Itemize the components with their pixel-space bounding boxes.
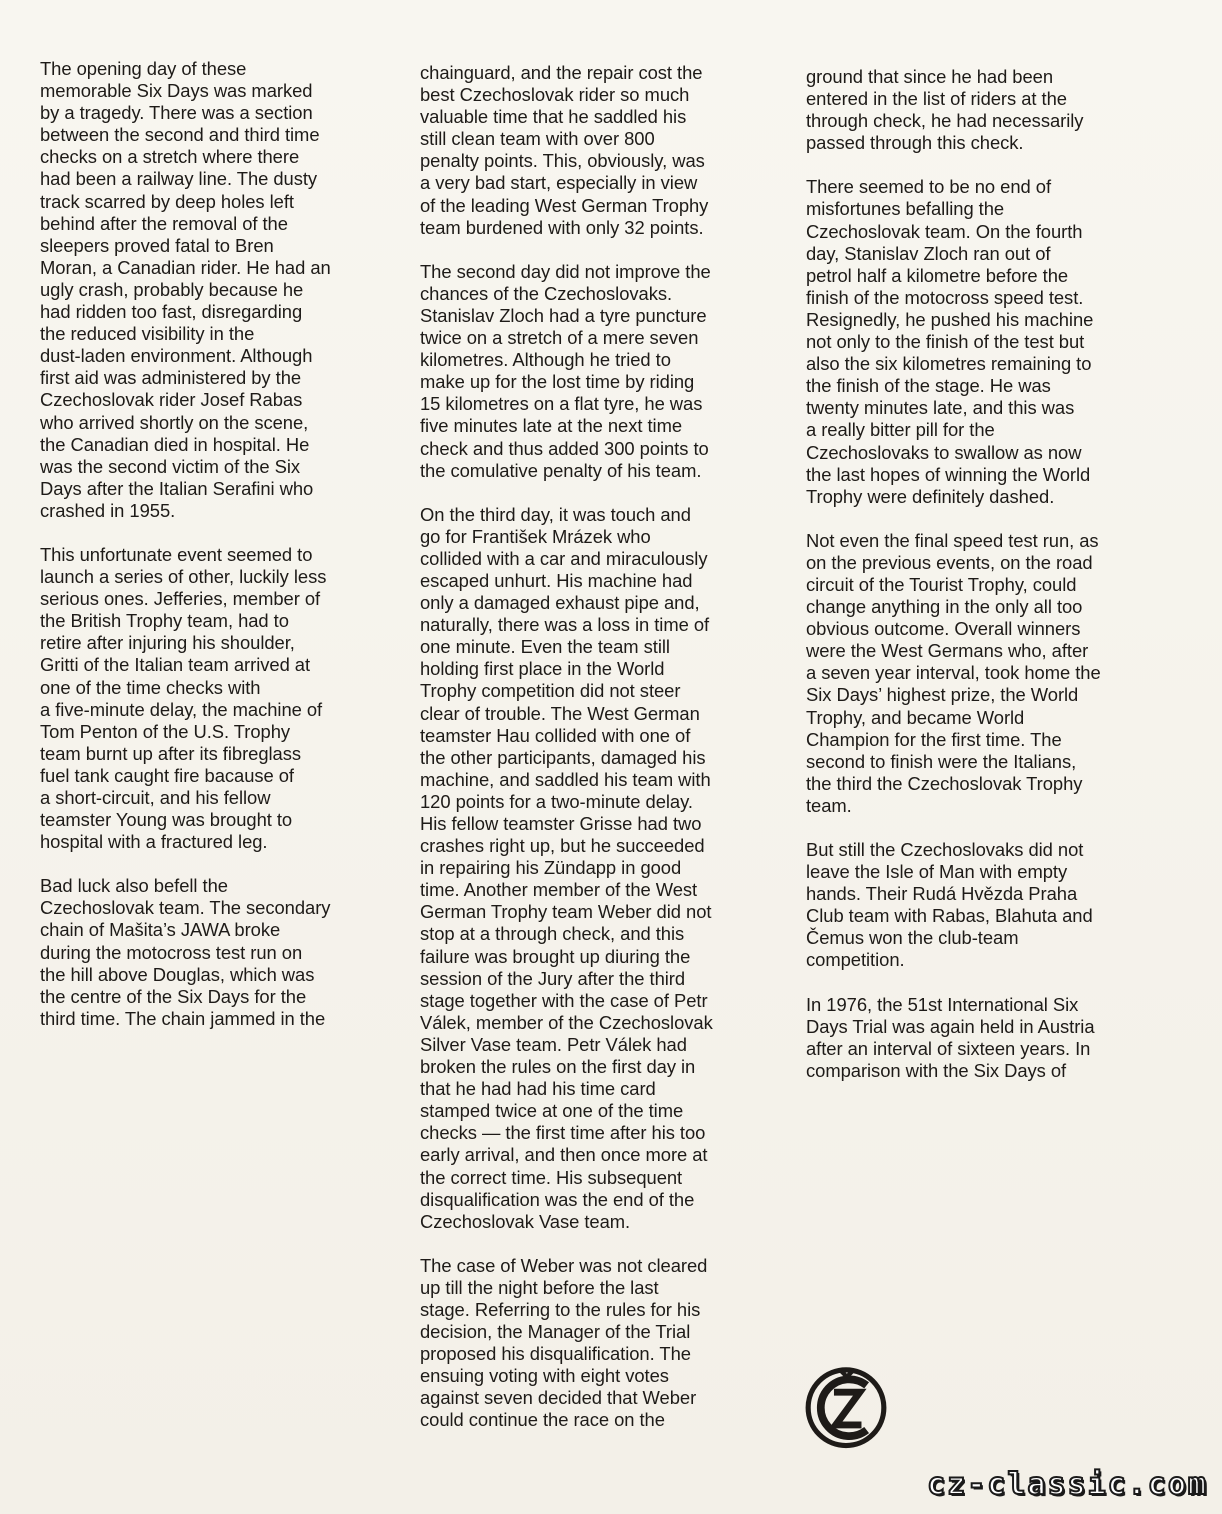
article-column-1	[40, 58, 392, 1052]
paragraph: chainguard, and the repair cost the best Czechoslovak rider so much valuable time that he saddled his still clean team with over 800 penalty points. This, obviously, was a very bad start, especially in view of the leading West German Trophy team burdened with only 32 points.	[420, 62, 709, 238]
watermark: cz-classic.com	[927, 1467, 1208, 1502]
article-column-3	[806, 66, 1158, 1104]
paragraph: But still the Czechoslovaks did not leave the Isle of Man with empty hands. Their Rudá Hvězda Praha Club team with Rabas, Blahuta and Čemus won the club-team competition.	[806, 839, 1093, 971]
cz-logo-icon	[803, 1363, 889, 1449]
paragraph: There seemed to be no end of misfortunes befalling the Czechoslovak team. On the fourth day, Stanislav Zloch ran out of petrol half a kilometre before the finish of the motocross speed test. Resignedly, he pushed his machine not only to the finish of the test but also the six kilometres remaining to the finish of the stage. He was twenty minutes late, and this was a really bitter pill for the Czechoslovaks to swallow as now the last hopes of winning the World Trophy were definitely dashed.	[806, 176, 1094, 507]
paragraph: In 1976, the 51st International Six Days Trial was again held in Austria after an interval of sixteen years. In comparison with the Six Days of	[806, 993, 1095, 1081]
paragraph: The second day did not improve the chances of the Czechoslovaks. Stanislav Zloch had a tyre puncture twice on a stretch of a mere seven kilometres. Although he tried to make up for the lost time by riding 15 kilometres on a flat tyre, he was five minutes late at the next time check and thus added 300 points to the comulative penalty of his team.	[420, 260, 711, 481]
paragraph: Bad luck also befell the Czechoslovak team. The secondary chain of Mašita’s JAWA broke during the motocross test run on the hill above Douglas, which was the centre of the Six Days for the third time. The chain jammed in the	[40, 875, 331, 1029]
paragraph: The case of Weber was not cleared up till the night before the last stage. Referring to the rules for his decision, the Manager of the Trial proposed his disqualification. The ensuing voting with eight votes against seven decided that Weber could continue the race on the	[420, 1254, 708, 1431]
paragraph: Not even the final speed test run, as on the previous events, on the road circuit of the Tourist Trophy, could change anything in the only all too obvious outcome. Overall winners were the West Germans who, after a seven year interval, took home the Six Days’ highest prize, the World Trophy, and became World Champion for the first time. The second to finish were the Italians, the third the Czechoslovak Trophy team.	[806, 529, 1101, 816]
paragraph: The opening day of these memorable Six Days was marked by a tragedy. There was a section between the second and third time checks on a stretch where there had been a railway line. The dusty track scarred by deep holes left behind after the removal of the sleepers proved fatal to Bren Moran, a Canadian rider. He had an ugly crash, probably because he had ridden too fast, disregarding the reduced visibility in the dust-laden environment. Although first aid was administered by the Czechoslovak rider Josef Rabas who arrived shortly on the scene, the Canadian died in hospital. He was the second victim of the Six Days after the Italian Serafini who crashed in 1955.	[40, 58, 331, 521]
paragraph: On the third day, it was touch and go for František Mrázek who collided with a car and miraculously escaped unhurt. His machine had only a damaged exhaust pipe and, naturally, there was a loss in time of one minute. Even the team still holding first place in the World Trophy competition did not steer clear of trouble. The West German teamster Hau collided with one of the other participants, damaged his machine, and saddled his team with 120 points for a two-minute delay. His fellow teamster Grisse had two crashes right up, but he succeeded in repairing his Zündapp in good time. Another member of the West German Trophy team Weber did not stop at a through check, and this failure was brought up diuring the session of the Jury after the third stage together with the case of Petr Válek, member of the Czechoslovak Silver Vase team. Petr Válek had broken the rules on the first day in that he had had his time card stamped twice at one of the time checks — the first time after his too early arrival, and then once more at the correct time. His subsequent disqualification was the end of the Czechoslovak Vase team.	[420, 503, 713, 1232]
paragraph: ground that since he had been entered in the list of riders at the through check, he had necessarily passed through this check.	[806, 66, 1084, 154]
paragraph: This unfortunate event seemed to launch a series of other, luckily less serious ones. Jefferies, member of the British Trophy team, had to retire after injuring his shoulder, Gritti of the Italian team arrived at one of the time checks with a five-minute delay, the machine of Tom Penton of the U.S. Trophy team burnt up after its fibreglass fuel tank caught fire bacause of a short-circuit, and his fellow teamster Young was brought to hospital with a fractured leg.	[40, 543, 327, 853]
article-column-2	[420, 62, 772, 1454]
